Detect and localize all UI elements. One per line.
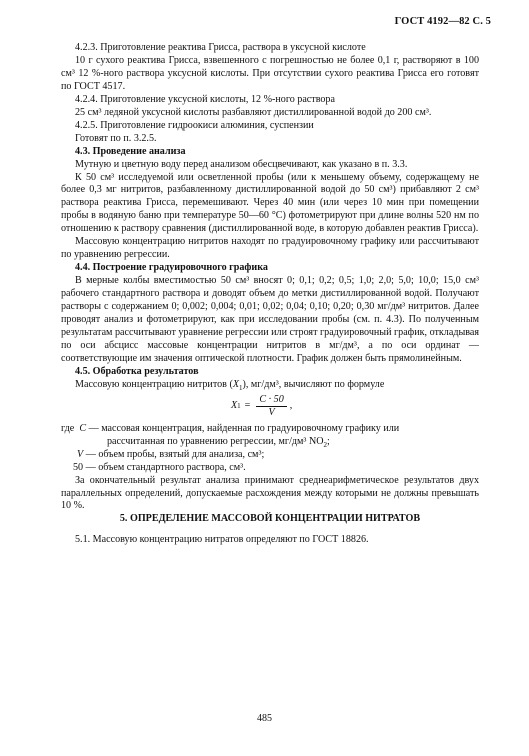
where-word: где [61, 422, 75, 434]
where-row-c [61, 423, 479, 436]
formula-numerator: C · 50 [256, 394, 286, 407]
paragraph-45-intro [61, 379, 479, 392]
paragraph-425-text: Готовят по п. 3.2.5. [75, 132, 157, 144]
where-row-v [61, 449, 479, 462]
intro-text-b: ), мг/дм³, вычисляют по формуле [242, 378, 385, 390]
paragraph-424-title: 4.2.4. Приготовление уксусной кислоты, 12 %-ного раствора [75, 93, 335, 105]
formula-denominator: V [268, 406, 275, 418]
where-row-50 [61, 462, 479, 475]
paragraph-425-title: 4.2.5. Приготовление гидроокиси алюминия, суспензии [75, 119, 314, 131]
where-c-end: ; [327, 435, 330, 447]
where-c-text: — массовая концентрация, найденная по градуировочному графику или [88, 422, 400, 434]
formula-equals: = [244, 399, 251, 411]
intro-variable: X [232, 378, 239, 390]
formula-fraction [256, 394, 286, 419]
paragraph-423-title: 4.2.3. Приготовление реактива Грисса, раствора в уксусной кислоте [75, 42, 366, 53]
formula-trail: , [289, 399, 293, 411]
where-v-label: V [77, 448, 84, 460]
where-v-text: — объем пробы, взятый для анализа, см³; [85, 448, 265, 460]
paragraph-43-c: Массовую концентрацию нитритов находят по градуировочному графику или рассчитывают по уравнению регрессии. [61, 236, 479, 261]
paragraph-45-final: За окончательный результат анализа принимают среднеарифметическое результатов двух параллельных определений, допускаемые расхождения между которыми не должны превышать 10 %. [61, 474, 479, 512]
where-c-text2: рассчитанная по уравнению регрессии, мг/дм³ NO [107, 435, 324, 447]
intro-text-a: Массовую концентрацию нитритов ( [75, 378, 233, 390]
heading-4-5: 4.5. Обработка результатов [75, 365, 199, 377]
where-c-continuation [61, 436, 479, 449]
paragraph-423-text: 10 г сухого реактива Грисса, взвешенного с погрешностью не более 0,1 г, растворяют в 100 см³ 12 %-ного раствора уксусной кислоты. При отсутствии сухого реактива Грисса его готовят по ГОСТ 4517. [61, 54, 479, 92]
page-number: 485 [257, 713, 272, 724]
where-c-sub: 2 [323, 440, 328, 449]
formula-lhs: X [231, 399, 238, 411]
where-50-text: — объем стандартного раствора, см³. [85, 461, 246, 473]
paragraph-43-a: Мутную и цветную воду перед анализом обесцвечивают, как указано в п. 3.3. [75, 158, 408, 170]
formula: X 1 = $\frac{C \cdot 50}{V}$ , [231, 393, 293, 418]
running-header: ГОСТ 4192—82 С. 5 [394, 16, 491, 27]
where-block [61, 423, 479, 475]
heading-4-3: 4.3. Проведение анализа [75, 145, 186, 157]
paragraph-51: 5.1. Массовую концентрацию нитратов определяют по ГОСТ 18826. [75, 534, 369, 546]
where-c-label: C [79, 422, 87, 434]
paragraph-44: В мерные колбы вместимостью 50 см³ вносят 0; 0,1; 0,2; 0,5; 1,0; 2,0; 5,0; 10,0; 15,0 см³ рабочего стандартного раствора и доводят объем до метки дистиллированной водой. Получают растворы с содержанием 0; 0,002; 0,004; 0,01; 0,02; 0,04; 0,10; 0,20; 0,30 мг/дм³ нитритов. Далее проводят анализ и фотометрируют, как при исследовании пробы (см. п. 4.3). По полученным результатам рассчитывают уравнение регрессии или строят градуировочный график, откладывая по оси абсцисс массовые концентрации нитритов в мг/дм³, а по оси ординат — соответствующие им значения оптической плотности. График должен быть прямолинейным. [61, 275, 479, 364]
intro-variable-sub: 1 [238, 383, 243, 392]
section-5-title: 5. ОПРЕДЕЛЕНИЕ МАССОВОЙ КОНЦЕНТРАЦИИ НИТРАТОВ [119, 513, 421, 525]
where-50-label: 50 [73, 461, 84, 473]
paragraph-424-text: 25 см³ ледяной уксусной кислоты разбавляют дистиллированной водой до 200 см³. [75, 106, 432, 118]
page-body [61, 42, 479, 547]
paragraph-43-b: К 50 см³ исследуемой или осветленной пробы (или к меньшему объему, содержащему не более 0,3 мг нитритов, разбавленному дистиллированной водой до 50 см³) прибавляют 2 см³ раствора реактива Грисса, перемешивают. Через 40 мин (или через 10 мин при помещении пробы в водяную баню при температуре 50—60 °С) фотометрируют при длине волны 520 нм по отношению к раствору сравнения (дистиллированной воде, в которую добавлен реактив Грисса). [61, 171, 479, 235]
heading-4-4: 4.4. Построение градуировочного графика [75, 262, 268, 274]
